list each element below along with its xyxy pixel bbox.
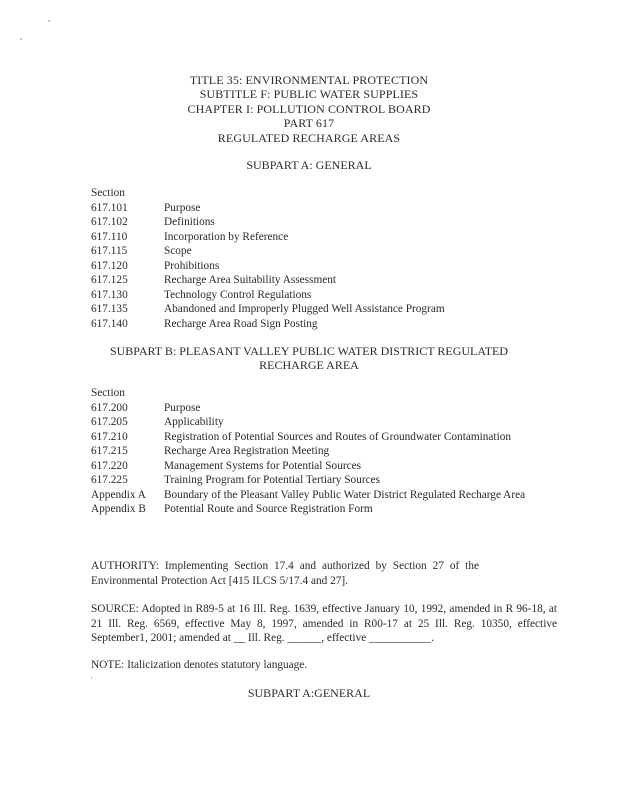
- toc-title: Scope: [164, 245, 192, 257]
- toc-row: [91, 459, 544, 474]
- toc-row: [91, 502, 544, 517]
- subpart-a-toc: [91, 186, 544, 331]
- toc-title: Technology Control Regulations: [164, 288, 312, 301]
- toc-number: 617.140: [91, 317, 128, 330]
- header-title: TITLE 35: ENVIRONMENTAL PROTECTION: [189, 73, 429, 87]
- toc-number: 617.130: [91, 288, 128, 301]
- source-paragraph: SOURCE: Adopted in R89-5 at 16 Ill. Reg. 1639, effective January 10, 1992, amended in R 96-18, at 21 Ill. Reg. 6569, effective May 8, 1997, amended in R00-17 at 25 Ill. Reg. 10350, effective September1, 2001; amended at __ Ill. Reg. ______, effective ___________.: [91, 603, 557, 645]
- scan-speck: [91, 677, 92, 679]
- toc-number: 617.110: [91, 230, 128, 243]
- toc-number: 617.225: [91, 474, 128, 486]
- subpart-b-heading-line: RECHARGE AREA: [259, 358, 359, 373]
- toc-number: 617.120: [91, 259, 128, 272]
- toc-row: [91, 401, 544, 416]
- toc-number: 617.205: [91, 416, 128, 428]
- toc-row: [91, 430, 544, 445]
- scan-speck: [20, 38, 22, 40]
- subpart-b-toc: [91, 386, 544, 517]
- toc-row: [91, 415, 544, 430]
- toc-title: Management Systems for Potential Sources: [164, 459, 362, 472]
- header-part: PART 617: [283, 116, 335, 131]
- header-subtitle: SUBTITLE F: PUBLIC WATER SUPPLIES: [199, 87, 419, 102]
- toc-number: Appendix B: [91, 503, 146, 515]
- authority-paragraph: AUTHORITY: Implementing Section 17.4 and authorized by Section 27 of the Environmental Protection Act [415 ILCS 5/17.4 and 27].: [91, 560, 479, 587]
- toc-row: [91, 230, 544, 245]
- toc-row: [91, 244, 544, 259]
- toc-number: 617.125: [91, 274, 128, 286]
- subpart-a-heading: SUBPART A: GENERAL: [246, 158, 372, 172]
- toc-number: 617.115: [91, 245, 128, 257]
- toc-number: Appendix A: [91, 488, 146, 501]
- toc-title: Applicability: [164, 416, 224, 428]
- toc-title: Boundary of the Pleasant Valley Public Water District Regulated Recharge Area: [164, 488, 526, 501]
- toc-title: Abandoned and Improperly Plugged Well Assistance Program: [164, 303, 445, 315]
- scan-speck: [48, 20, 50, 22]
- toc-title: Potential Route and Source Registration Form: [164, 503, 373, 515]
- toc-row: [91, 473, 544, 488]
- toc-row: [91, 444, 544, 459]
- section-label: Section: [91, 187, 125, 199]
- header-part-name: REGULATED RECHARGE AREAS: [217, 130, 401, 145]
- toc-title: Recharge Area Registration Meeting: [164, 445, 330, 457]
- subpart-b-heading-line: SUBPART B: PLEASANT VALLEY PUBLIC WATER DISTRICT REGULATED: [109, 344, 509, 358]
- header-chapter: CHAPTER I: POLLUTION CONTROL BOARD: [187, 101, 431, 116]
- toc-title: Purpose: [164, 401, 201, 414]
- toc-row: [91, 259, 544, 274]
- toc-number: 617.200: [91, 401, 128, 414]
- toc-title: Definitions: [164, 216, 215, 228]
- section-label: Section: [91, 387, 125, 399]
- toc-number: 617.101: [91, 201, 128, 214]
- toc-title: Recharge Area Suitability Assessment: [164, 274, 337, 286]
- toc-number: 617.210: [91, 430, 128, 443]
- toc-number: 617.102: [91, 216, 128, 228]
- toc-number: 617.215: [91, 445, 128, 457]
- toc-title: Prohibitions: [164, 259, 220, 272]
- toc-row: [91, 488, 544, 503]
- note-paragraph: NOTE: Italicization denotes statutory language.: [91, 659, 308, 671]
- toc-number: 617.220: [91, 459, 128, 472]
- toc-row: [91, 201, 544, 216]
- toc-row: [91, 215, 544, 230]
- toc-title: Recharge Area Road Sign Posting: [164, 317, 318, 330]
- subpart-b-heading: [0, 344, 618, 373]
- toc-title: Purpose: [164, 201, 201, 214]
- toc-row: [91, 302, 544, 317]
- toc-row: [91, 288, 544, 303]
- toc-title: Registration of Potential Sources and Routes of Groundwater Contamination: [164, 430, 512, 443]
- subpart-a-general-heading: SUBPART A:GENERAL: [247, 686, 371, 700]
- toc-row: [91, 273, 544, 288]
- document-header: [0, 73, 618, 145]
- toc-title: Incorporation by Reference: [164, 230, 289, 243]
- toc-title: Training Program for Potential Tertiary Sources: [164, 474, 381, 486]
- toc-row: [91, 317, 544, 332]
- toc-number: 617.135: [91, 303, 128, 315]
